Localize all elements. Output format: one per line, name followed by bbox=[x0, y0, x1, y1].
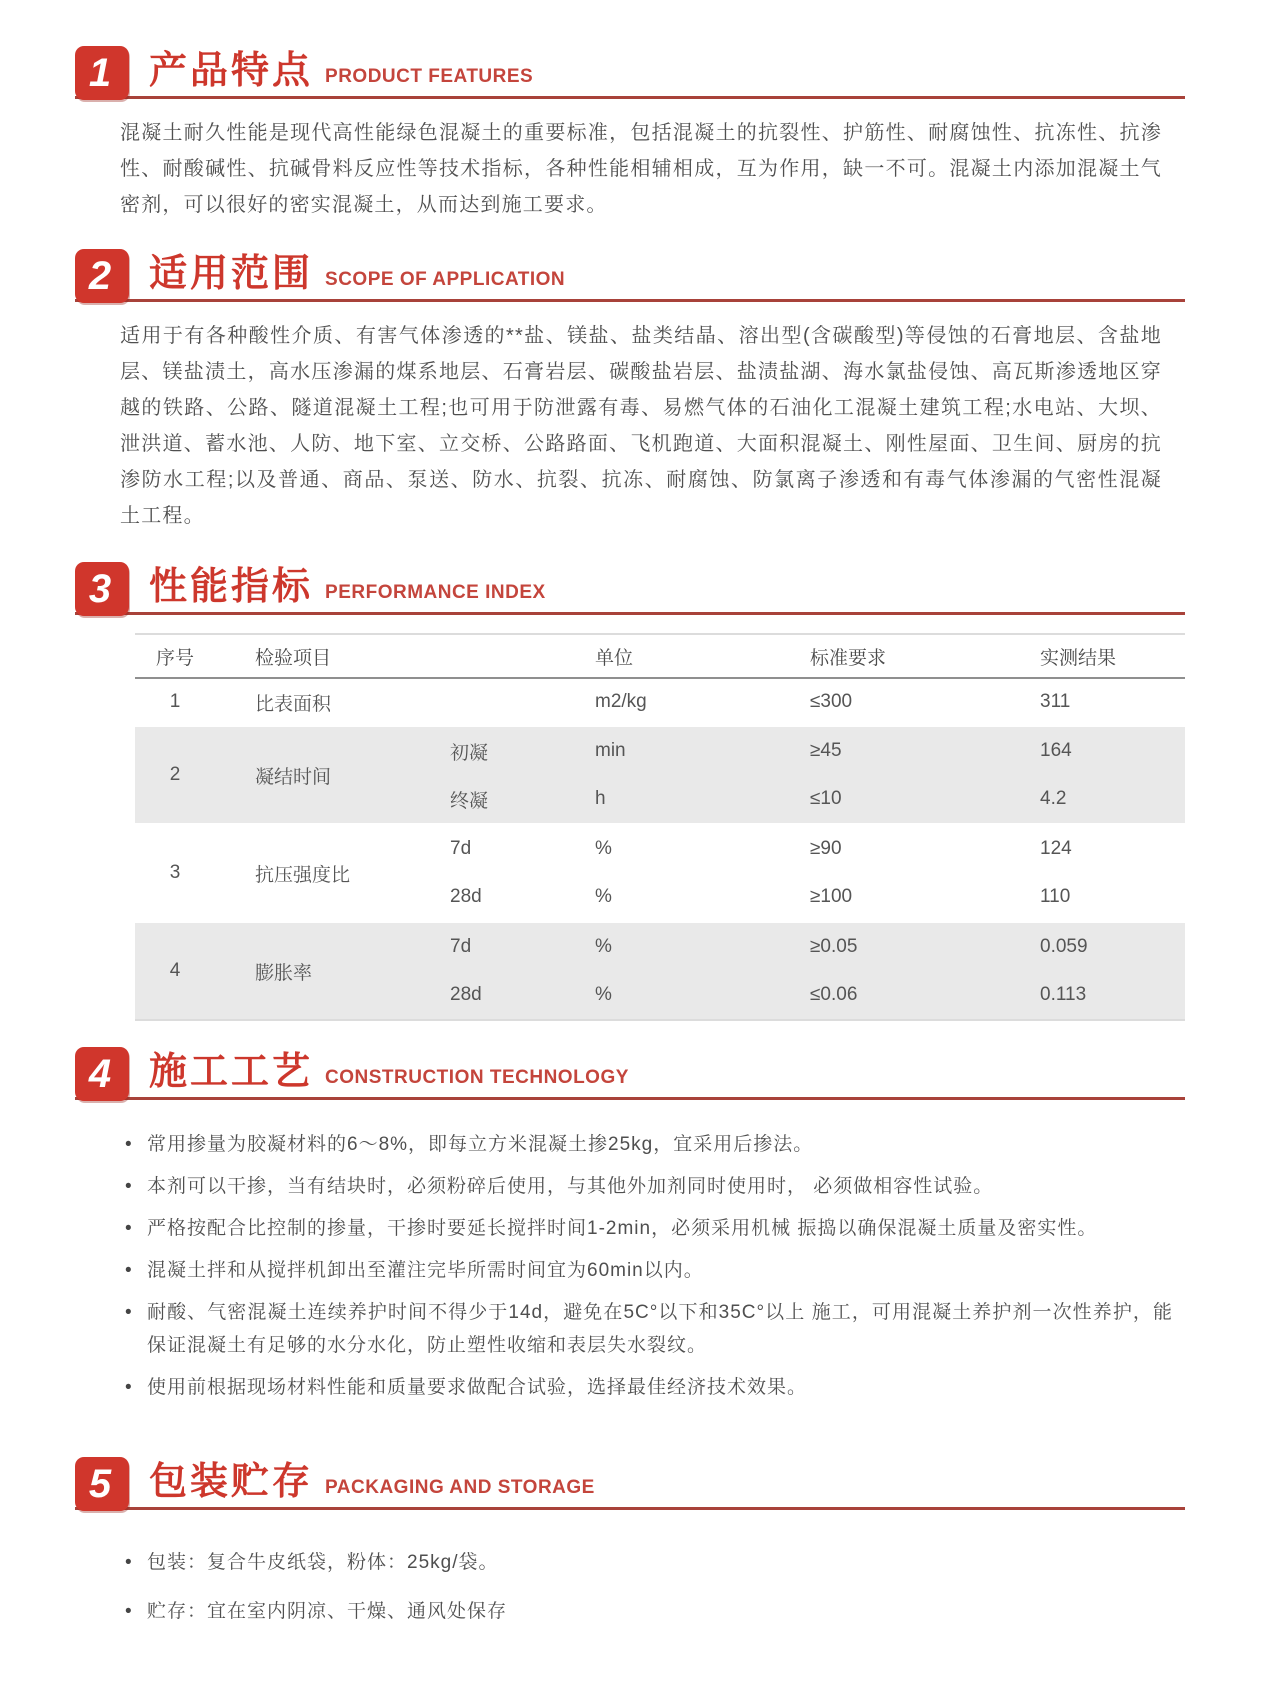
cell-subitem: 7d bbox=[450, 838, 472, 859]
section-3-title-en: PERFORMANCE INDEX bbox=[325, 582, 546, 603]
bullet-icon bbox=[125, 1128, 133, 1161]
section-2-number: 2 bbox=[88, 254, 112, 298]
cell-unit: % bbox=[595, 984, 612, 1005]
cell-unit: % bbox=[595, 886, 612, 907]
cell-result: 0.113 bbox=[1040, 984, 1087, 1005]
section-1-title-en: PRODUCT FEATURES bbox=[325, 66, 534, 87]
header-no: 序号 bbox=[155, 647, 194, 669]
list-item-text: 使用前根据现场材料性能和质量要求做配合试验，选择最佳经济技术效果。 bbox=[147, 1377, 808, 1398]
cell-unit: h bbox=[595, 788, 606, 809]
cell-subitem: 28d bbox=[450, 984, 482, 1005]
list-item bbox=[125, 1212, 1173, 1245]
section-3-title-zh: 性能指标 bbox=[149, 566, 314, 608]
header-unit: 单位 bbox=[595, 647, 634, 669]
section-5-title-zh: 包装贮存 bbox=[149, 1461, 314, 1503]
section-1-header bbox=[75, 46, 1185, 99]
section-2-header bbox=[75, 249, 1185, 302]
cell-unit: m2/kg bbox=[595, 691, 647, 712]
cell-subitem: 28d bbox=[450, 886, 482, 907]
bullet-icon bbox=[125, 1371, 133, 1404]
section-2-title-zh: 适用范围 bbox=[149, 253, 314, 295]
bullet-icon bbox=[125, 1170, 133, 1203]
cell-item: 凝结时间 bbox=[215, 726, 405, 824]
section-3-number-badge bbox=[75, 562, 129, 616]
list-item-text: 本剂可以干掺，当有结块时，必须粉碎后使用，与其他外加剂同时使用时， 必须做相容性试验。 bbox=[147, 1176, 994, 1197]
cell-item: 比表面积 bbox=[255, 693, 332, 715]
section-4-title-en: CONSTRUCTION TECHNOLOGY bbox=[325, 1067, 629, 1088]
list-item bbox=[125, 1296, 1173, 1362]
section-1-title-zh: 产品特点 bbox=[149, 50, 314, 92]
cell-no: 1 bbox=[169, 691, 181, 712]
header-result: 实测结果 bbox=[1040, 647, 1117, 669]
cell-result: 4.2 bbox=[1040, 788, 1067, 809]
cell-standard: ≤10 bbox=[810, 788, 842, 809]
bullet-icon bbox=[125, 1212, 133, 1245]
scope-of-application-paragraph: 适用于有各种酸性介质、有害气体渗透的**盐、镁盐、盐类结晶、溶出型(含碳酸型)等侵蚀的石膏地层、含盐地层、镁盐渍土，高水压渗漏的煤系地层、石膏岩层、碳酸盐岩层、盐渍盐湖、海水氯盐侵蚀、高瓦斯渗透地区穿越的铁路、公路、隧道混凝土工程;也可用于防泄露有毒、易燃气体的石油化工混凝土建筑工程;水电站、大坝、泄洪道、蓄水池、人防、地下室、立交桥、公路路面、飞机跑道、大面积混凝土、刚性屋面、卫生间、厨房的抗渗防水工程;以及普通、商品、泵送、防水、抗裂、抗冻、耐腐蚀、防氯离子渗透和有毒气体渗漏的气密性混凝土工程。 bbox=[120, 325, 1162, 527]
section-1-number-badge bbox=[75, 46, 129, 100]
cell-subitem: 7d bbox=[450, 936, 472, 957]
cell-standard: ≤300 bbox=[810, 691, 853, 712]
list-item bbox=[125, 1371, 1173, 1404]
section-5-title-en: PACKAGING AND STORAGE bbox=[325, 1477, 595, 1498]
bullet-icon bbox=[125, 1546, 133, 1579]
construction-technology-list bbox=[125, 1128, 1173, 1404]
cell-standard: ≤0.06 bbox=[810, 984, 858, 1005]
list-item-text: 耐酸、气密混凝土连续养护时间不得少于14d，避免在5C°以下和35C°以上 施工，可用混凝土养护剂一次性养护，能保证混凝土有足够的水分水化，防止塑性收缩和表层失水裂纹。 bbox=[147, 1302, 1173, 1356]
section-4-number: 4 bbox=[88, 1052, 112, 1096]
cell-subitem: 初凝 bbox=[450, 742, 489, 764]
cell-result: 110 bbox=[1040, 886, 1071, 907]
cell-no: 2 bbox=[135, 726, 215, 824]
table-row-1 bbox=[135, 678, 1185, 726]
bullet-icon bbox=[125, 1254, 133, 1287]
table-row-3a bbox=[135, 824, 1185, 873]
list-item-text: 包装：复合牛皮纸袋，粉体：25kg/袋。 bbox=[147, 1552, 499, 1573]
product-features-paragraph: 混凝土耐久性能是现代高性能绿色混凝土的重要标准，包括混凝土的抗裂性、护筋性、耐腐蚀性、抗冻性、抗渗性、耐酸碱性、抗碱骨料反应性等技术指标，各种性能相辅相成，互为作用，缺一不可。混凝土内添加混凝土气密剂，可以很好的密实混凝土，从而达到施工要求。 bbox=[120, 122, 1162, 216]
cell-result: 164 bbox=[1040, 740, 1072, 761]
cell-no: 3 bbox=[169, 862, 181, 883]
list-item-text: 贮存：宜在室内阴凉、干燥、通风处保存 bbox=[147, 1601, 508, 1622]
cell-unit: min bbox=[595, 740, 626, 761]
section-1-number: 1 bbox=[88, 51, 112, 95]
performance-index-table bbox=[135, 633, 1185, 1021]
cell-no: 4 bbox=[135, 922, 215, 1020]
cell-result: 311 bbox=[1040, 691, 1071, 712]
cell-item: 膨胀率 bbox=[215, 922, 405, 1020]
bullet-icon bbox=[125, 1296, 133, 1329]
list-item-text: 常用掺量为胶凝材料的6～8%，即每立方米混凝土掺25kg，宜采用后掺法。 bbox=[147, 1134, 814, 1155]
bullet-icon bbox=[125, 1595, 133, 1628]
list-item-text: 混凝土拌和从搅拌机卸出至灌注完毕所需时间宜为60min以内。 bbox=[147, 1260, 704, 1281]
section-4-header bbox=[75, 1047, 1185, 1100]
cell-standard: ≥45 bbox=[810, 740, 842, 761]
section-3-number: 3 bbox=[88, 567, 112, 611]
list-item bbox=[125, 1254, 1173, 1287]
packaging-storage-list bbox=[125, 1546, 1173, 1628]
section-5-number: 5 bbox=[88, 1462, 112, 1506]
cell-standard: ≥0.05 bbox=[810, 936, 858, 957]
table-row-2a bbox=[135, 726, 1185, 775]
cell-standard: ≥100 bbox=[810, 886, 853, 907]
header-standard: 标准要求 bbox=[810, 647, 887, 669]
cell-item: 抗压强度比 bbox=[255, 864, 351, 886]
section-2-number-badge bbox=[75, 249, 129, 303]
section-4-number-badge bbox=[75, 1047, 129, 1101]
table-header-row bbox=[135, 634, 1185, 678]
cell-unit: % bbox=[595, 936, 612, 957]
table-row-4a bbox=[135, 922, 1185, 971]
list-item-text: 严格按配合比控制的掺量，干掺时要延长搅拌时间1-2min，必须采用机械 振捣以确保混凝土质量及密实性。 bbox=[147, 1218, 1098, 1239]
cell-standard: ≥90 bbox=[810, 838, 842, 859]
list-item bbox=[125, 1546, 1173, 1579]
section-5-number-badge bbox=[75, 1457, 129, 1511]
section-4-title-zh: 施工工艺 bbox=[149, 1051, 314, 1093]
cell-result: 124 bbox=[1040, 838, 1072, 859]
cell-result: 0.059 bbox=[1040, 936, 1088, 957]
cell-subitem: 终凝 bbox=[450, 790, 489, 812]
cell-unit: % bbox=[595, 838, 612, 859]
section-2-title-en: SCOPE OF APPLICATION bbox=[325, 269, 566, 290]
list-item bbox=[125, 1170, 1173, 1203]
section-3-header bbox=[75, 562, 1185, 615]
header-item: 检验项目 bbox=[255, 647, 332, 669]
list-item bbox=[125, 1128, 1173, 1161]
list-item bbox=[125, 1595, 1173, 1628]
